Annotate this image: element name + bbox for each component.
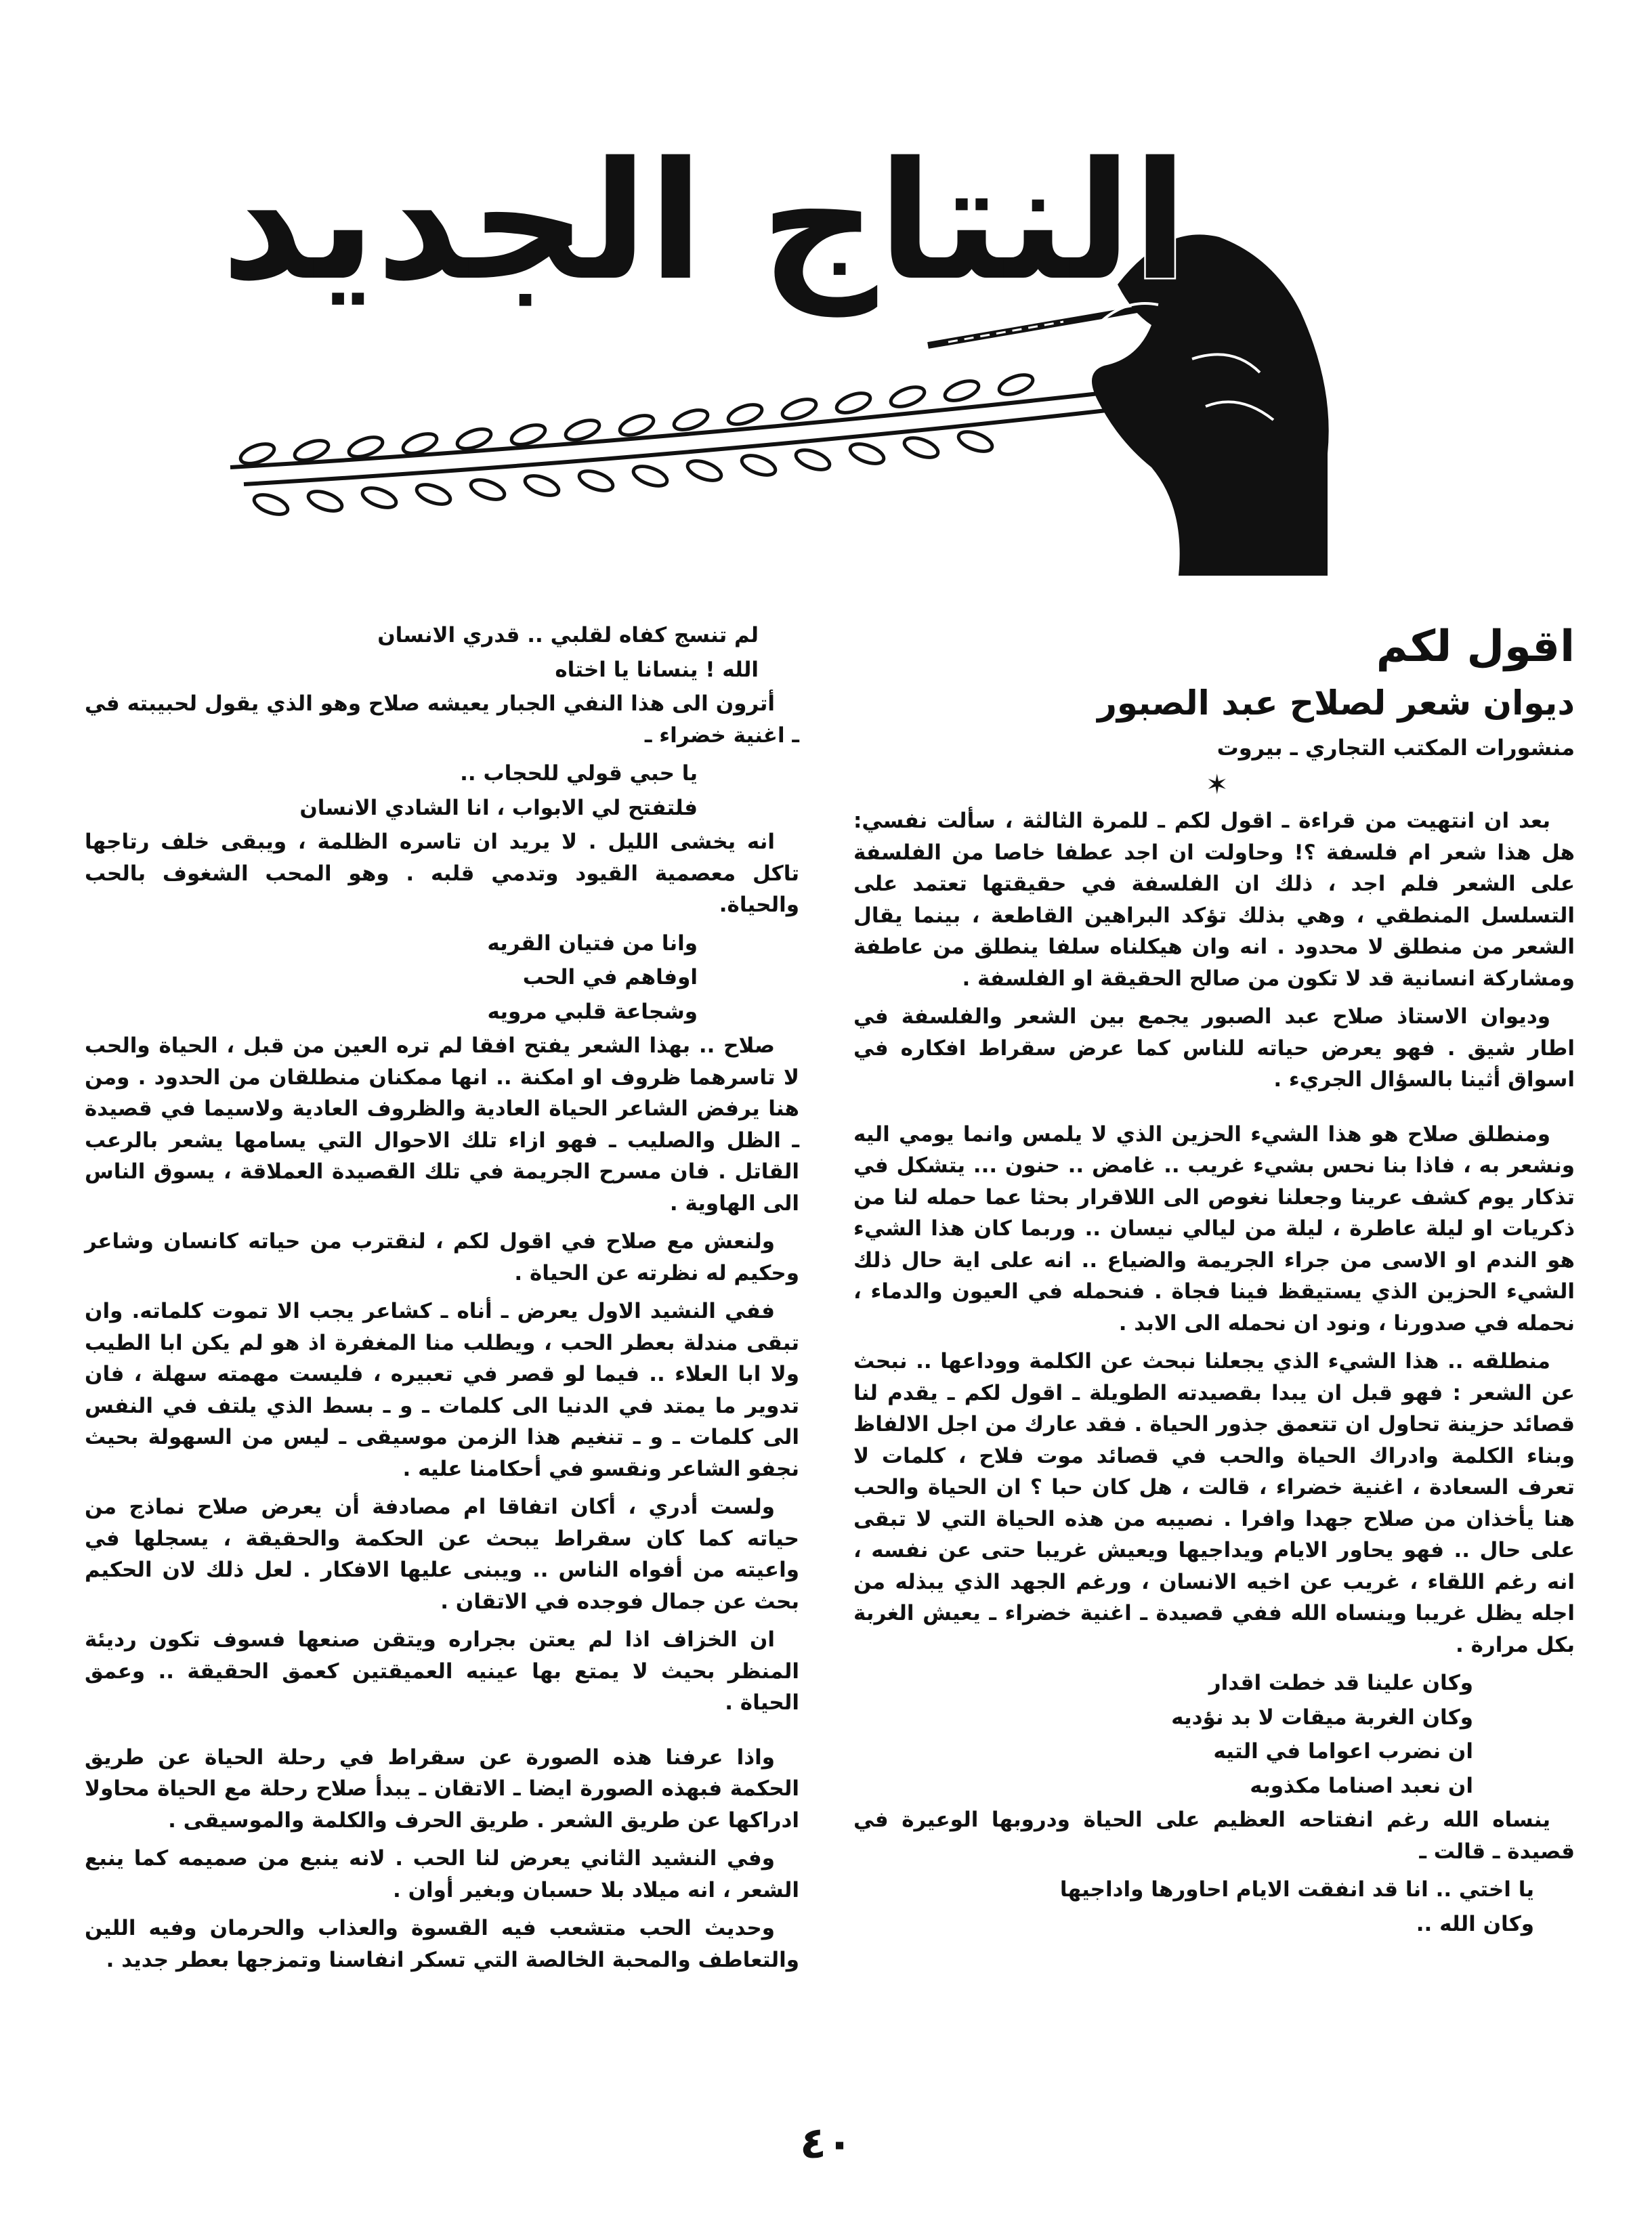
verse-line: فلتفتح لي الابواب ، انا الشادي الانسان (299, 795, 698, 820)
book-publisher: منشورات المكتب التجاري ـ بيروت (1216, 735, 1575, 761)
paragraph: ولست أدري ، أكان اتفاقا ام مصادفة أن يعرض صلاح نماذج من حياته كما كان سقراط يبحث عن الحكمة والحقيقة ، يسجلها في واعيته من أفواه الناس .. ويبنى عليها الافكار . لعل ذلك لان الحكيم بحث عن جمال فوجده في الاتقان . (85, 1495, 799, 1614)
hand-with-pen-illustration (217, 102, 1395, 576)
right-column (853, 620, 1575, 2130)
masthead-title: النتاج الجديد (221, 127, 1188, 316)
verse-line: لم تنسج كفاه لقلبي .. قدري الانسان (377, 623, 759, 647)
verse-line: الله ! ينسانا يا اختاه (555, 657, 759, 682)
book-subtitle: ديوان شعر لصلاح عبد الصبور (1097, 683, 1575, 723)
paragraph: ففي النشيد الاول يعرض ـ أناه ـ كشاعر يجب الا تموت كلماته. وان تبقى مندلة بعطر الحب ، ويطلب منا المغفرة اذ هو لم يكن ابا الطيب ولا ابا العلاء .. فيما لو قصر في تعبيره ، فليست مهمته سهلة ، فان تدوير ما يمتد في الدنيا الى كلمات ـ و ـ بسط الذي يلتف في النفس الى كلمات ـ و ـ تنغيم هذا الزمن موسيقى ـ ليس من السهولة بحيث نجفو الشاعر ونقسو في أحكامنا عليه . (85, 1299, 799, 1481)
paragraph: أترون الى هذا النفي الجبار يعيشه صلاح وهو الذي يقول لحبيبته في ـ اغنية خضراء ـ (85, 691, 799, 748)
paragraph: منطلقه .. هذا الشيء الذي يجعلنا نبحث عن الكلمة ووداعها .. نبحث عن الشعر : فهو قبل ان يبدا بقصيدته الطويلة ـ اقول لكم ـ يقدم لنا قصائد حزينة تحاول ان تتعمق جذور الحياة . فقد عارك من اجل الالفاظ وبناء الكلمة وادراك الحياة والحب في قصائد موت فلاح ، كلمات لا تعرف السعادة ، اغنية خضراء ، قالت ، هل كان حبا ؟ ان الحياة والحب هنا يأخذان من صلاح جهدا وافرا . نصيبه من هذه الحياة التي لا تبقى على حال .. فهو يحاور الايام ويداجيها ويعيش غريبا حتى عن نفسه ، انه رغم اللقاء ، غريب عن اخيه الانسان ، ورغم الجهد الذي يبذله من اجله يظل غريبا وينساه الله ففي قصيدة ـ اغنية خضراء ـ يعيش الغربة بكل مرارة . (853, 1349, 1575, 1657)
paragraph: ينساه الله رغم انفتاحه العظيم على الحياة ودروبها الوعيرة في قصيدة ـ قالت ـ (853, 1808, 1575, 1864)
verse-line: وكان علينا قد خطت اقدار (1208, 1671, 1473, 1695)
verse-line: يا اختي .. انا قد انفقت الايام احاورها واداجيها (1059, 1877, 1534, 1902)
paragraph: ولنعش مع صلاح في اقول لكم ، لنقترب من حياته كانسان وشاعر وحكيم له نظرته عن الحياة . (85, 1229, 799, 1285)
left-column (85, 620, 799, 2130)
star-separator-icon: ✶ (1206, 769, 1229, 801)
page-number: ٤٠ (799, 2118, 853, 2169)
paragraph: ان الخزاف اذا لم يعتن بجراره ويتقن صنعها فسوف تكون رديئة المنظر بحيث لا يمتع بها عينيه العميقتين كعمق الحقيقة .. وعمق الحياة . (85, 1627, 799, 1715)
paragraph: وديوان الاستاذ صلاح عبد الصبور يجمع بين الشعر والفلسفة في اطار شيق . فهو يعرض حياته للناس كما عرض سقراط افكاره في اسواق أثينا بالسؤال الجريء . (853, 1004, 1575, 1092)
verse-line: وكان الغربة ميقات لا بد نؤديه (1171, 1705, 1473, 1730)
verse-line: اوفاهم في الحب (522, 965, 698, 989)
verse-line: وشجاعة قلبي مرويه (487, 999, 698, 1024)
verse-line: وانا من فتيان القريه (487, 931, 698, 956)
paragraph: واذا عرفنا هذه الصورة عن سقراط في رحلة الحياة عن طريق الحكمة فبهذه الصورة ايضا ـ الاتقان ـ يبدأ صلاح رحلة مع الحياة محاولا ادراكها عن طريق الشعر . طريق الحرف والكلمة والموسيقى . (85, 1745, 799, 1833)
masthead-illustration (217, 102, 1395, 576)
paragraph: انه يخشى الليل . لا يريد ان تاسره الظلمة ، ويبقى خلف رتاجها تاكل معصمية القيود وتدمي قلبه . وهو المحب الشغوف بالحب والحياة. (85, 830, 799, 917)
paragraph: وفي النشيد الثاني يعرض لنا الحب . لانه ينبع من صميمه كما ينبع الشعر ، انه ميلاد بلا حسبان وبغير أوان . (85, 1846, 799, 1902)
verse-line: ان نعبد اصناما مكذوبه (1250, 1773, 1473, 1798)
book-title: اقول لكم (1376, 622, 1575, 672)
paragraph: بعد ان انتهيت من قراءة ـ اقول لكم ـ للمرة الثالثة ، سألت نفسي: هل هذا شعر ام فلسفة ؟! وحاولت ان اجد عطفا خاصا من الفلسفة على الشعر فلم اجد ، ذلك ان الفلسفة في حقيقتها تعتمد على التسلسل المنطقي ، وهي بذلك تؤكد البراهين القاطعة ، بينما يقال الشعر من منطلق لا محدود . انه وان هيكلناه سلفا ينطلق من عاطفة ومشاركة انسانية قد لا تكون من صالح الحقيقة او الفلسفة . (853, 809, 1575, 991)
verse-line: يا حبي قولي للحجاب .. (460, 761, 698, 786)
verse-line: ان نضرب اعواما في التيه (1213, 1739, 1473, 1764)
paragraph: صلاح .. بهذا الشعر يفتح افقا لم تره العين من قبل ، الحياة والحب لا تاسرهما ظروف او امكنة .. انها ممكنان منطلقان من الحدود . ومن هنا يرفض الشاعر الحياة العادية والظروف العادية ولاسيما في قصيدة ـ الظل والصليب ـ فهو ازاء تلك الاحوال التي يسامها يشعر بالرعب القاتل . فان مسرح الجريمة في تلك القصيدة العملاقة ، يسوق الناس الى الهاوية . (85, 1033, 799, 1216)
paragraph: ومنطلق صلاح هو هذا الشيء الحزين الذي لا يلمس وانما يومي اليه ونشعر به ، فاذا بنا نحس بشيء غريب .. غامض .. حنون ... يتشكل في تذكار يوم كشف عرينا وجعلنا نغوص الى اللاقرار بحثا عما حمله لنا من ذكريات او ليلة عاطرة ، ليلة من ليالي نيسان .. وربما كان هذا الشيء هو الندم او الاسى من جراء الجريمة والضياع .. انه على اية حال ذلك الشيء الحزين الذي يستيقظ فينا فجاة . فنحمله في العيون والدماء ، نحمله في صدورنا ، ونود ان نحمله الى الابد . (853, 1122, 1575, 1336)
verse-line: وكان الله .. (1416, 1911, 1534, 1936)
paragraph: وحديث الحب متشعب فيه القسوة والعذاب والحرمان وفيه اللين والتعاطف والمحبة الخالصة التي تسكر انفاسنا وتمزجها بعطر جديد . (85, 1916, 799, 1972)
